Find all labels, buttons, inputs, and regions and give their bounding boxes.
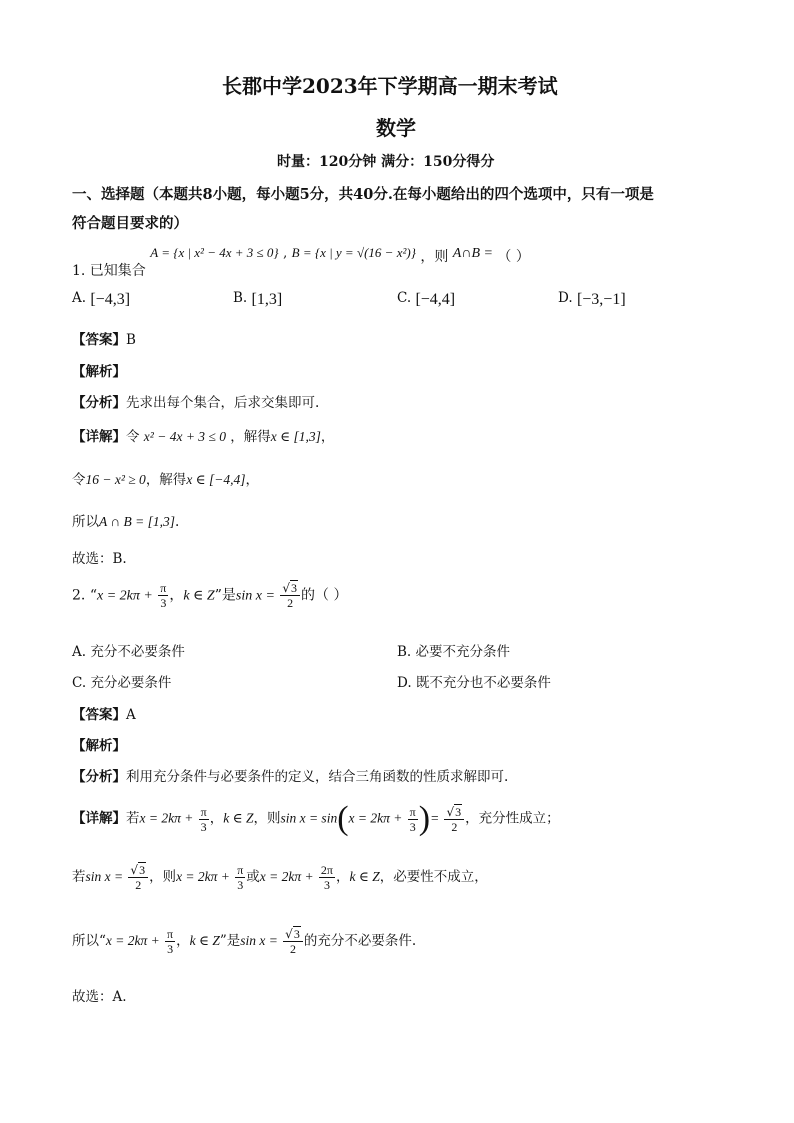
close-quote: ” xyxy=(214,587,222,604)
fraction-sqrt3-over-2 xyxy=(444,806,464,833)
frac-den: 2 xyxy=(135,878,142,892)
fenxi-text: 先求出每个集合，后求交集即可. xyxy=(126,395,320,411)
paren-close: ) xyxy=(418,800,431,837)
set-b-definition: B = {x | y = √(16 − x²)} xyxy=(291,245,416,260)
question-1-prefix: 1. 已知集合 xyxy=(72,263,146,279)
section-heading-line2: 符合题目要求的） xyxy=(72,215,188,232)
answer-value: A xyxy=(126,707,136,723)
option-value: 充分必要条件 xyxy=(90,675,172,691)
q1-option-c xyxy=(397,290,455,309)
fraction-sqrt3-over-2 xyxy=(280,582,300,609)
sin-x-expr: sin x = xyxy=(85,869,124,884)
frac-num: 2π xyxy=(320,863,333,877)
detail-text: ，充分性成立； xyxy=(465,810,560,827)
option-value: [−4,4] xyxy=(415,291,456,308)
q1-analysis-tag xyxy=(72,360,126,380)
option-label: B. xyxy=(233,290,248,306)
sqrt-sign: √ xyxy=(446,804,455,819)
sin-expr: sin x = sin xyxy=(280,810,338,826)
q2-analysis-tag xyxy=(72,734,126,754)
fraction-pi-over-3 xyxy=(199,806,209,833)
q2-detail-line1: 【详解】若x = 2kπ + $\frac{\pi}{3}$ ，k ∈ Z，则sin x = sin(x = 2kπ + $\frac{\pi}{3}$ )= $\frac{√3}{2}$ ，充分性成立； xyxy=(72,800,560,837)
answer-paren: （ ） xyxy=(497,249,530,265)
detail-text: . xyxy=(175,514,180,530)
q2-option-d xyxy=(397,671,551,691)
detail-text: 所以 xyxy=(72,514,99,530)
equals-sign: = xyxy=(430,810,440,826)
frac-num: π xyxy=(160,581,167,595)
detail-text: ，解得 xyxy=(230,429,271,445)
q1-option-d xyxy=(558,290,626,309)
frac-den: 3 xyxy=(200,819,207,834)
q2-choice: 故选：A. xyxy=(72,989,127,1005)
option-label: D. xyxy=(397,675,412,691)
frac-den: 3 xyxy=(167,942,174,956)
option-value: [−3,−1] xyxy=(576,291,626,308)
detail-text: 所以“ xyxy=(72,933,106,949)
sqrt-sign: √ xyxy=(282,581,290,595)
sqrt-radicand: 3 xyxy=(139,863,146,877)
answer-value: B xyxy=(126,332,136,348)
x-expr: x = 2kπ + xyxy=(259,869,314,884)
q1-detail-line2 xyxy=(72,468,259,488)
q1-fenxi xyxy=(72,391,319,411)
frac-den: 3 xyxy=(323,878,330,892)
option-label: A. xyxy=(72,644,87,660)
q1-detail-line1 xyxy=(72,425,334,445)
answer-tag: 【答案】 xyxy=(72,332,126,348)
frac-num: π xyxy=(237,863,244,877)
q1-option-a xyxy=(72,290,130,309)
sqrt-radicand: 3 xyxy=(455,804,462,819)
detail-text: 令 xyxy=(72,472,86,488)
x-expr: x = 2kπ + xyxy=(105,933,160,948)
k-in-z: k ∈ Z xyxy=(183,588,215,604)
paren-open: ( xyxy=(337,800,349,837)
section-heading-line1: 一、选择题（本题共8小题，每小题5分，共40分.在每小题给出的四个选项中，只有一项是 xyxy=(72,186,654,203)
q2-detail-line3: 所以“x = 2kπ + $\frac{\pi}{3}$ ，k ∈ Z”是sin x = $\frac{√3}{2}$ 的充分不必要条件. xyxy=(72,927,417,956)
q2-fenxi xyxy=(72,765,508,785)
sqrt-radicand: 3 xyxy=(293,927,300,941)
fraction-pi-over-3 xyxy=(408,806,418,833)
x-expr: x = 2kπ + xyxy=(176,869,230,884)
page-title: 长郡中学2023年下学期高一期末考试 xyxy=(222,74,558,98)
option-value: 必要不充分条件 xyxy=(415,644,511,660)
frac-den: 2 xyxy=(287,596,294,610)
detail-text: 的充分不必要条件. xyxy=(303,933,417,949)
fraction-pi-over-3 xyxy=(158,582,168,609)
x-expr: x = 2kπ + xyxy=(348,810,403,826)
intersection-expr: A∩B = xyxy=(452,246,493,261)
analysis-tag: 【解析】 xyxy=(72,364,126,380)
answer-tag: 【答案】 xyxy=(72,707,126,723)
detail-text: 若 xyxy=(72,869,86,885)
comma-sep: , xyxy=(283,246,288,261)
option-value: [1,3] xyxy=(251,291,283,308)
fraction-sqrt3-over-2 xyxy=(283,928,303,955)
k-in-z: k ∈ Z xyxy=(189,933,220,948)
detail-text: ， xyxy=(245,472,260,488)
q1-choice: 故选：B. xyxy=(72,551,127,567)
detail-text: ，必要性不成立， xyxy=(379,869,488,885)
intersection-result: A ∩ B = [1,3] xyxy=(99,514,175,529)
detail-text: ，解得 xyxy=(145,472,187,488)
frac-den: 3 xyxy=(409,819,416,834)
sqrt-sign: √ xyxy=(130,863,139,877)
q2-answer xyxy=(72,703,136,723)
fenxi-tag: 【分析】 xyxy=(72,395,126,411)
option-label: C. xyxy=(397,290,412,306)
x-expr: x = 2kπ + xyxy=(139,810,194,826)
fraction-pi-over-3 xyxy=(235,864,245,891)
detail-text: ，则 xyxy=(253,810,281,827)
subject-title: 数学 xyxy=(376,116,416,140)
q2-option-c xyxy=(72,671,171,691)
option-label: D. xyxy=(558,290,573,306)
question-2-stem: 2. “x = 2kπ + $\frac{\pi}{3}$ ，k ∈ Z”是sin x = $\frac{√3}{2}$ 的（ ） xyxy=(72,581,348,610)
fraction-sqrt3-over-2 xyxy=(128,864,148,891)
frac-num: π xyxy=(409,804,416,819)
frac-num: π xyxy=(167,927,174,941)
detail-text: ， xyxy=(320,429,335,445)
k-in-z: k ∈ Z xyxy=(349,869,380,884)
frac-den: 2 xyxy=(290,942,296,956)
fraction-2pi-over-3 xyxy=(319,864,335,891)
exam-meta: 时量：120分钟 满分：150分得分 xyxy=(277,154,495,170)
q1-detail-line3 xyxy=(72,510,179,530)
detail-text: ，则 xyxy=(149,869,177,885)
sin-x-expr: sin x = xyxy=(235,588,275,604)
sqrt-sign: √ xyxy=(285,927,293,941)
option-value: 既不充分也不必要条件 xyxy=(415,675,551,691)
solution-1: x ∈ [1,3] xyxy=(270,429,321,444)
question-2-num: 2. xyxy=(72,587,86,604)
inequality-1: x² − 4x + 3 ≤ 0 xyxy=(143,429,226,444)
detail-text: 若 xyxy=(126,810,140,827)
question-1-suffix: ，则 xyxy=(420,249,449,265)
q1-answer xyxy=(72,328,136,348)
fraction-pi-over-3 xyxy=(165,928,175,955)
frac-num: π xyxy=(200,804,207,819)
frac-den: 2 xyxy=(451,819,458,834)
open-quote: “ xyxy=(89,587,97,604)
option-label: C. xyxy=(72,675,87,691)
fenxi-text: 利用充分条件与必要条件的定义，结合三角函数的性质求解即可. xyxy=(126,769,509,785)
q2-option-a xyxy=(72,640,185,660)
frac-den: 3 xyxy=(160,596,167,610)
set-a-definition: A = {x | x² − 4x + 3 ≤ 0} xyxy=(150,245,279,260)
q2-detail-line2: 若sin x = $\frac{√3}{2}$ ，则x = 2kπ + $\frac{\pi}{3}$ 或x = 2kπ + $\frac{2\pi}{3}$ ，k ∈ Z，必要性不成立， xyxy=(72,863,488,892)
detail-tag: 【详解】 xyxy=(72,810,126,827)
option-value: 充分不必要条件 xyxy=(90,644,185,660)
q1-option-b xyxy=(233,290,282,309)
question-1-stem xyxy=(72,242,530,278)
detail-tag: 【详解】 xyxy=(72,429,126,445)
detail-text: 令 xyxy=(126,429,140,445)
of-text: 的（ ） xyxy=(301,587,348,604)
option-label: B. xyxy=(397,644,412,660)
detail-text: 或 xyxy=(246,869,260,885)
frac-den: 3 xyxy=(237,878,244,892)
q2-option-b xyxy=(397,640,510,660)
k-in-z: k ∈ Z xyxy=(223,810,254,826)
option-label: A. xyxy=(72,290,87,306)
analysis-tag: 【解析】 xyxy=(72,738,126,754)
detail-text: ”是 xyxy=(219,933,241,949)
sqrt-radicand: 3 xyxy=(291,581,297,595)
fenxi-tag: 【分析】 xyxy=(72,769,126,785)
option-value: [−4,3] xyxy=(90,291,131,308)
solution-2: x ∈ [−4,4] xyxy=(186,472,246,487)
inequality-2: 16 − x² ≥ 0 xyxy=(85,472,146,487)
sin-x-expr: sin x = xyxy=(240,933,278,948)
x-expr: x = 2kπ + xyxy=(96,588,153,604)
is-text: 是 xyxy=(221,587,236,604)
